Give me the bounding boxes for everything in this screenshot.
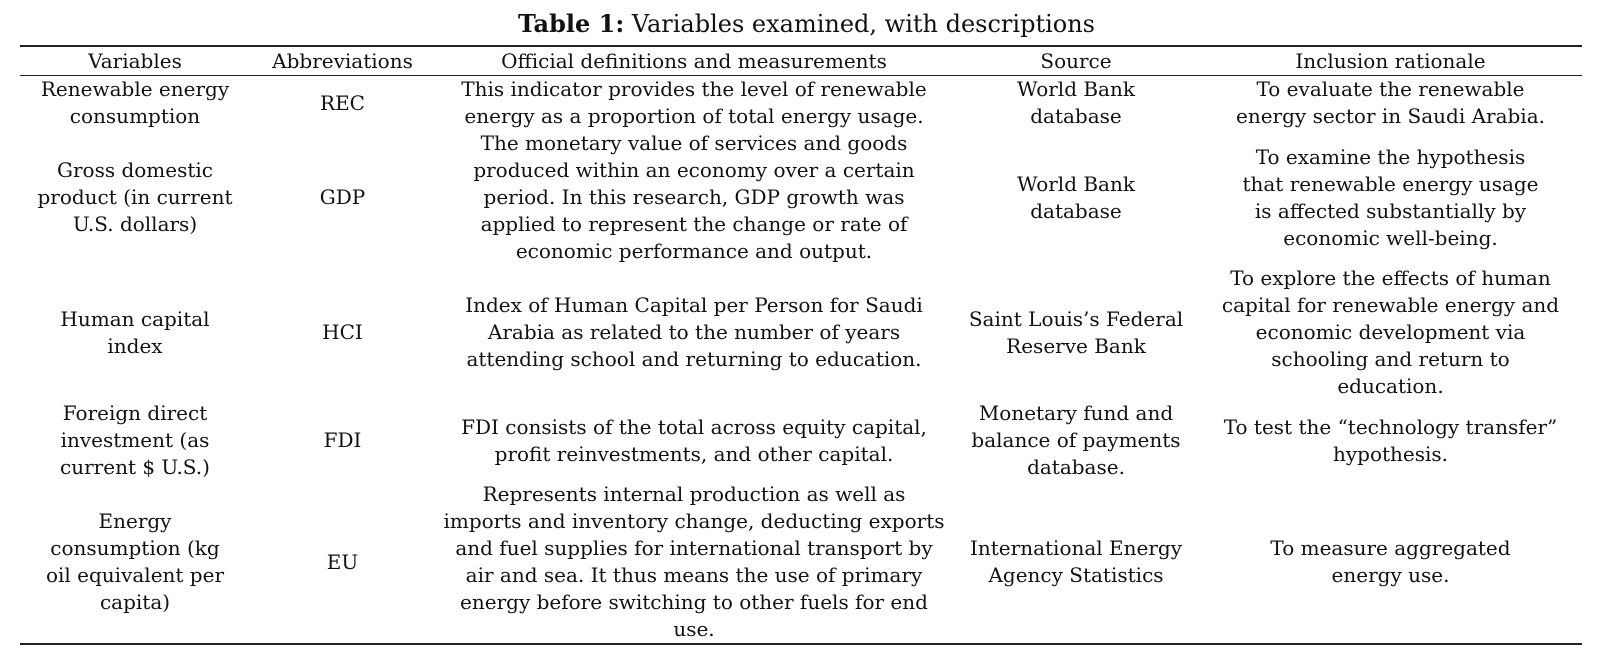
cell-definition: The monetary value of services and goods produced within an economy over a certain period. In this research, GDP growth was applied to represent the change or rate of economic performance and output.: [473, 131, 915, 263]
header-definitions: Official definitions and measurements: [435, 46, 953, 76]
cell-variable: Foreign direct investment (as current $ U.S.): [60, 401, 210, 479]
table-row: [20, 76, 1582, 131]
table-caption-text: Variables examined, with descriptions: [624, 10, 1095, 38]
cell-rationale: To explore the effects of human capital for renewable energy and economic development via schooling and return to education.: [1221, 266, 1560, 398]
cell-variable: Renewable energy consumption: [40, 77, 230, 128]
cell-abbreviation: HCI: [322, 320, 363, 344]
table-row: [20, 265, 1582, 400]
cell-definition: Index of Human Capital per Person for Saudi Arabia as related to the number of years attending school and returning to education.: [465, 293, 923, 371]
cell-source: World Bank database: [1017, 171, 1135, 223]
cell-rationale: To measure aggregated energy use.: [1199, 481, 1582, 644]
cell-definition: Represents internal production as well as imports and inventory change, deducting exports and fuel supplies for international transport by air and sea. It thus means the use of primary energy before switching to other fuels for end use.: [435, 481, 953, 644]
cell-source: World Bank database: [1017, 77, 1135, 128]
cell-rationale: To examine the hypothesis that renewable energy usage is affected substantially by economic well-being.: [1242, 144, 1539, 250]
table-row: [20, 400, 1582, 481]
header-rationale: Inclusion rationale: [1199, 46, 1582, 76]
cell-source: International Energy Agency Statistics: [953, 481, 1199, 644]
cell-definition: FDI consists of the total across equity capital, profit reinvestments, and other capital.: [461, 414, 927, 466]
cell-rationale: To test the “technology transfer” hypothesis.: [1223, 414, 1558, 466]
table-row: [20, 130, 1582, 265]
cell-abbreviation: GDP: [319, 185, 366, 209]
table-caption-label: Table 1:: [517, 9, 625, 38]
table-header-row: [20, 46, 1582, 76]
cell-abbreviation: FDI: [323, 428, 362, 452]
header-variables: Variables: [20, 46, 250, 76]
cell-source: Saint Louis’s Federal Reserve Bank: [968, 306, 1184, 358]
cell-abbreviation: EU: [250, 481, 435, 644]
cell-source: Monetary fund and balance of payments database.: [971, 401, 1181, 479]
cell-variable: Human capital index: [60, 306, 210, 358]
variables-table: [20, 45, 1582, 645]
cell-abbreviation: REC: [320, 90, 365, 115]
table-row: [20, 481, 1582, 644]
header-abbreviations: Abbreviations: [250, 46, 435, 76]
cell-definition: This indicator provides the level of renewable energy as a proportion of total energy usage.: [461, 77, 927, 128]
table-caption: [0, 10, 1613, 38]
cell-rationale: To evaluate the renewable energy sector in Saudi Arabia.: [1236, 77, 1545, 128]
cell-variable: Gross domestic product (in current U.S. dollars): [37, 158, 233, 236]
header-source: Source: [953, 46, 1199, 76]
cell-variable: Energy consumption (kg oil equivalent per capita): [20, 481, 250, 644]
